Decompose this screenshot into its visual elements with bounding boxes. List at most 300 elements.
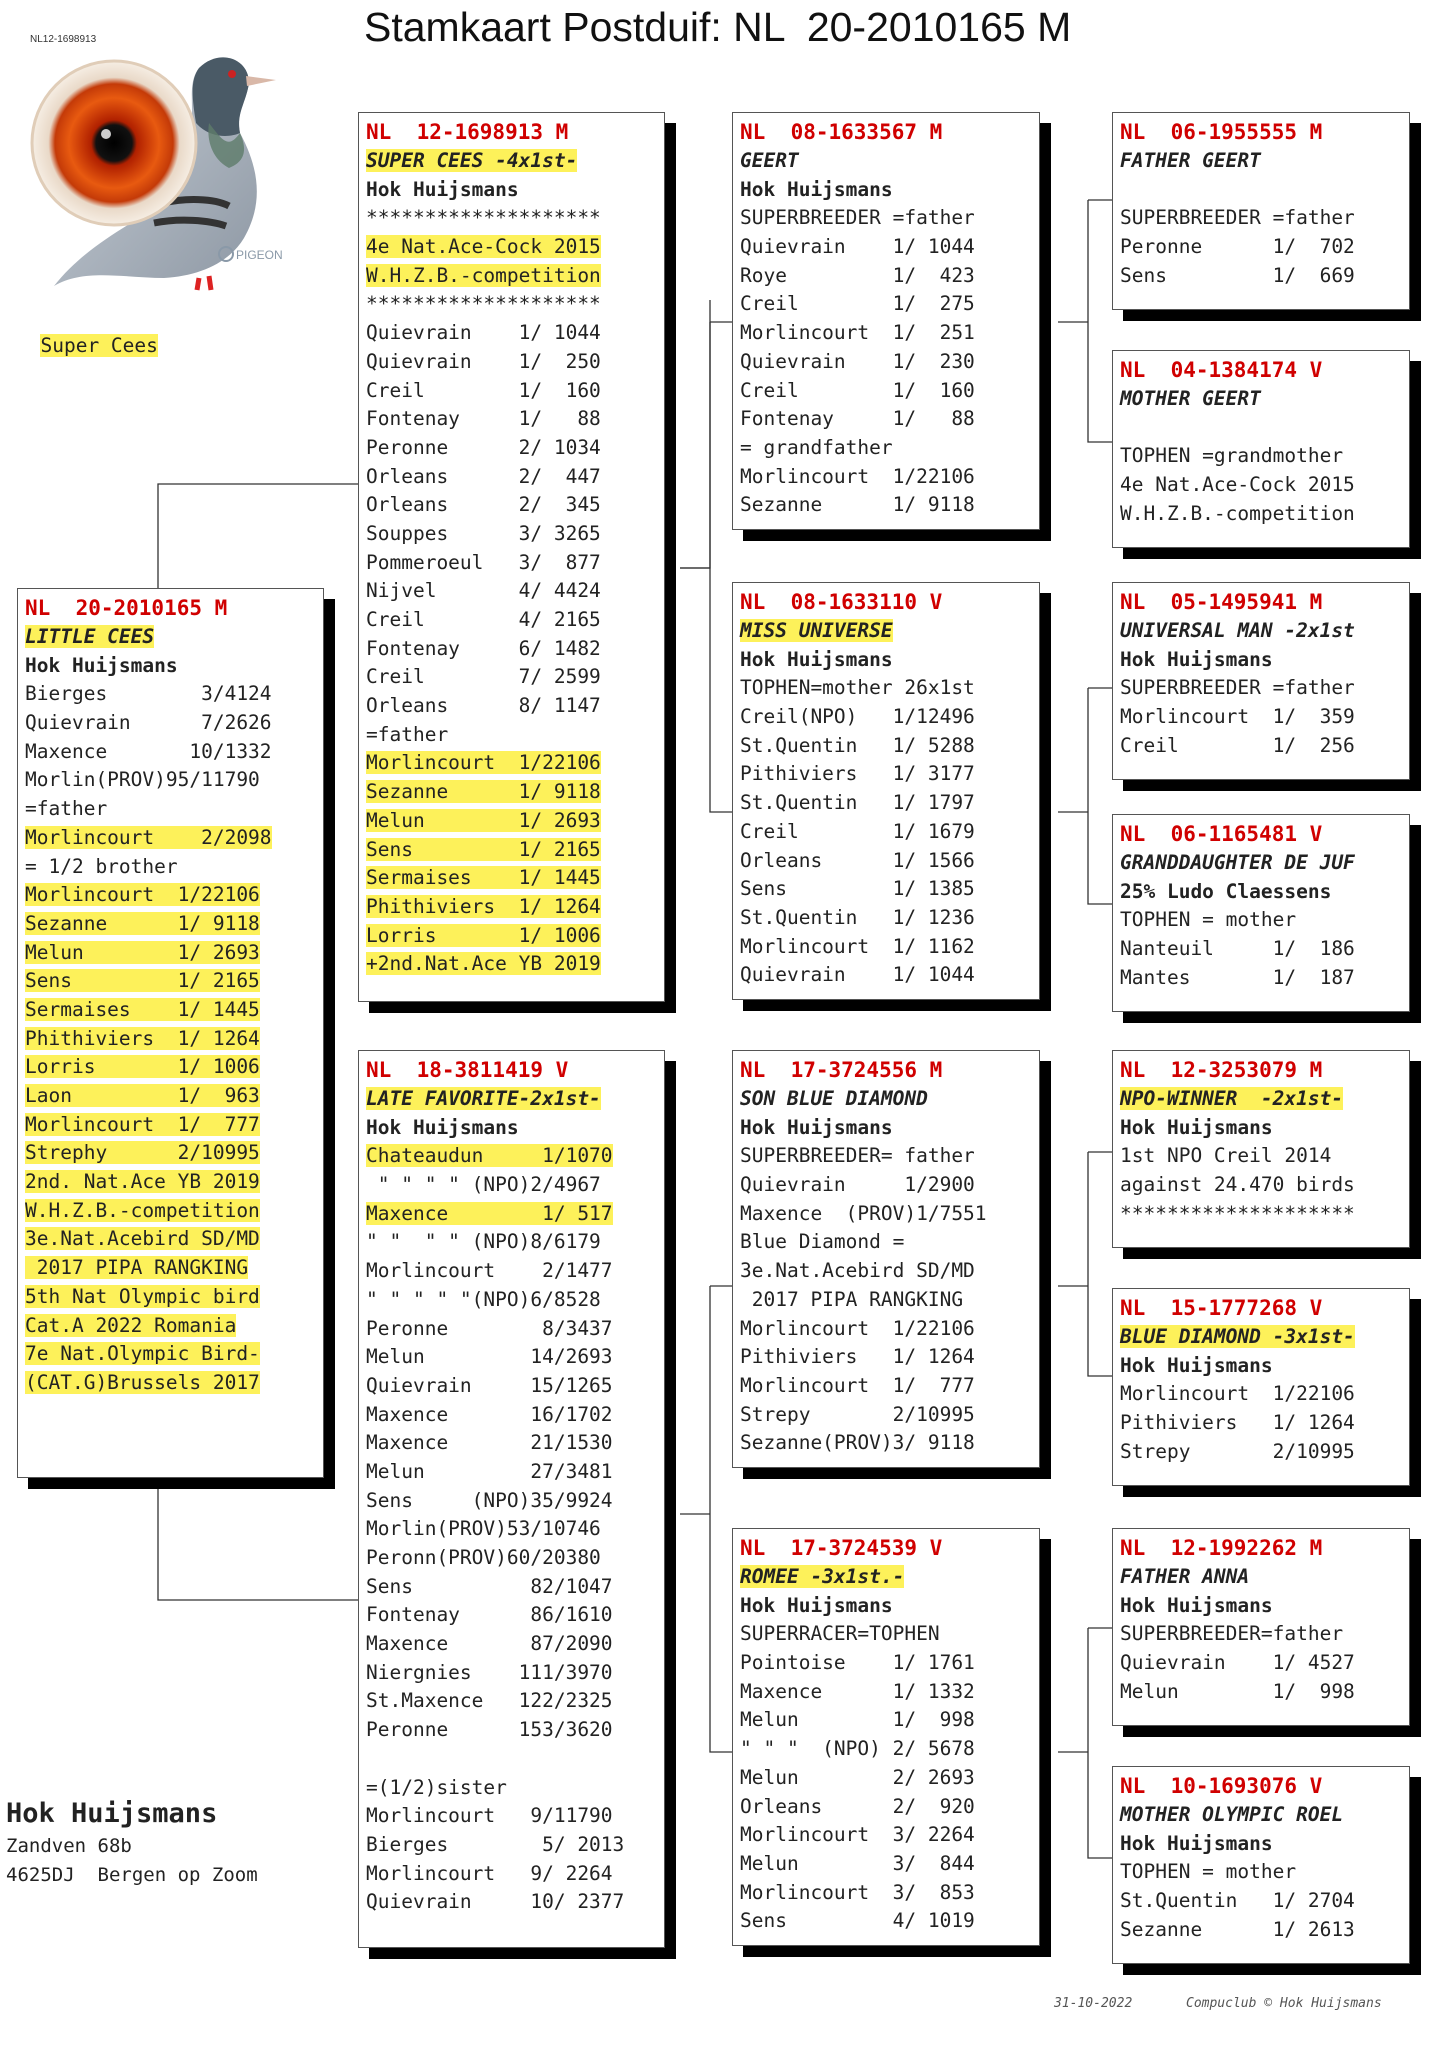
pedigree-line-text: LITTLE CEES (25, 625, 155, 648)
pedigree-line (740, 933, 1033, 962)
pedigree-line-text: 1st NPO Creil 2014 (1120, 1144, 1332, 1168)
pedigree-line-text: Creil 4/ 2165 (366, 608, 601, 631)
pedigree-line (740, 348, 1033, 377)
pedigree-line-text: LATE FAVORITE-2x1st- (366, 1087, 601, 1110)
pedigree-line-text: Sens 1/ 2165 (25, 969, 260, 993)
owner-city: 4625DJ Bergen op Zoom (6, 1864, 258, 1886)
pedigree-line-text: Maxence 1/ 517 (366, 1201, 613, 1225)
pedigree-line-text: SUPERRACER=TOPHEN (740, 1622, 940, 1646)
pedigree-line-text: Hok Huijsmans (1120, 1353, 1273, 1377)
pedigree-line (366, 1200, 658, 1229)
pedigree-line (740, 818, 1033, 847)
pedigree-line (1120, 1649, 1403, 1678)
ring-number: NL 05-1495941 M (1120, 590, 1323, 614)
pedigree-line-text: Melun 1/ 2693 (366, 808, 601, 832)
pedigree-line-text: Pommeroeul 3/ 877 (366, 550, 601, 574)
pedigree-box-dam-sire (732, 1050, 1040, 1468)
pedigree-line (25, 853, 317, 882)
pedigree-line-text: Hok Huijsmans (1120, 1593, 1273, 1617)
pedigree-line (366, 1372, 658, 1401)
pedigree-line (1120, 262, 1403, 291)
pedigree-line-text: TOPHEN = mother (1120, 1860, 1297, 1884)
pedigree-line-text: Melun 1/ 998 (740, 1708, 975, 1732)
pedigree-line-text: Quievrain 7/2626 (25, 711, 272, 735)
pedigree-line-text: Pithiviers 1/ 1264 (740, 1345, 975, 1369)
pedigree-line-text: 4e Nat.Ace-Cock 2015 (1120, 473, 1355, 497)
pedigree-line (1120, 646, 1403, 675)
pedigree-line-text: Morlincourt 1/22106 (740, 464, 975, 488)
pedigree-line-text: FATHER ANNA (1120, 1565, 1250, 1588)
pedigree-line (740, 1793, 1033, 1822)
pedigree-line (25, 824, 317, 853)
pigeon-name (366, 1085, 658, 1114)
pedigree-line (740, 1315, 1033, 1344)
pedigree-line-text: " " " " (NPO)8/6179 (366, 1230, 601, 1254)
pedigree-line (1120, 1620, 1403, 1649)
pedigree-line-text: MOTHER OLYMPIC ROEL (1120, 1803, 1344, 1826)
pedigree-line (25, 652, 317, 681)
pedigree-line-text: " " " (NPO) 2/ 5678 (740, 1737, 975, 1761)
pedigree-line (366, 1659, 658, 1688)
pedigree-line-text: Pithiviers 1/ 3177 (740, 762, 975, 786)
pedigree-line-text: GEERT (740, 149, 799, 172)
pigeon-name (740, 617, 1033, 646)
pedigree-line-text: W.H.Z.B.-competition (366, 263, 601, 287)
pedigree-line-text: Strephy 2/10995 (25, 1141, 260, 1165)
pedigree-line (740, 961, 1033, 990)
pedigree-line-text: Hok Huijsmans (25, 653, 178, 677)
pedigree-line-text: " " " " "(NPO)6/8528 (366, 1287, 601, 1311)
pedigree-line (740, 463, 1033, 492)
pedigree-line-text: Souppes 3/ 3265 (366, 521, 601, 545)
pigeon-name (1120, 617, 1403, 646)
pedigree-line (366, 405, 658, 434)
pedigree-box-dam-dam (732, 1528, 1040, 1946)
pigeon-name (1120, 385, 1403, 414)
pedigree-line (366, 463, 658, 492)
pedigree-box-ggsire-4 (1112, 1528, 1410, 1726)
ring-number: NL 08-1633567 M (740, 120, 943, 144)
pedigree-line (366, 491, 658, 520)
pedigree-line-text: Melun 3/ 844 (740, 1851, 975, 1875)
pedigree-line-text: Morlincourt 1/ 777 (740, 1373, 975, 1397)
ring-number: NL 20-2010165 M (25, 596, 228, 620)
pedigree-line-text: Melun 1/ 2693 (25, 940, 260, 964)
pedigree-line (25, 996, 317, 1025)
ring-number: NL 08-1633110 V (740, 590, 943, 614)
pedigree-line-text: " " " " (NPO)2/4967 (366, 1173, 601, 1197)
pedigree-line-text: Morlincourt 9/ 2264 (366, 1861, 613, 1885)
pedigree-line-text: SUPERBREEDER=father (1120, 1622, 1344, 1646)
pedigree-line-text: W.H.Z.B.-competition (25, 1198, 260, 1222)
pedigree-line (740, 789, 1033, 818)
pedigree-line (366, 1601, 658, 1630)
pedigree-line (25, 967, 317, 996)
pedigree-line (1120, 1438, 1403, 1467)
pedigree-line-text: Morlincourt 1/ 251 (740, 321, 975, 345)
pedigree-line-text: Hok Huijsmans (740, 1593, 893, 1617)
pedigree-line (25, 881, 317, 910)
pedigree-line-text: = grandfather (740, 435, 893, 459)
pedigree-line (1120, 1830, 1403, 1859)
pedigree-line-text: Morlin(PROV)53/10746 (366, 1517, 601, 1541)
pedigree-line-text: =father (366, 722, 449, 746)
pedigree-line-text: Maxence 10/1332 (25, 739, 272, 763)
pedigree-line-text: Peronne 8/3437 (366, 1316, 613, 1340)
pedigree-line (740, 1592, 1033, 1621)
pedigree-line-text: Maxence (PROV)1/7551 (740, 1201, 987, 1225)
pedigree-line-text: TOPHEN = mother (1120, 908, 1297, 932)
pedigree-line (366, 1171, 658, 1200)
pedigree-line-text: St.Maxence 122/2325 (366, 1689, 613, 1713)
pedigree-line (1120, 233, 1403, 262)
pedigree-line-text: Morlincourt 1/22106 (366, 751, 601, 775)
pedigree-line (366, 922, 658, 951)
pedigree-line-text: against 24.470 birds (1120, 1173, 1355, 1197)
pedigree-line (740, 1286, 1033, 1315)
pedigree-line-text: Maxence 1/ 1332 (740, 1679, 975, 1703)
pedigree-line-text: MISS UNIVERSE (740, 619, 893, 642)
pedigree-line (1120, 1200, 1403, 1229)
pedigree-line (25, 795, 317, 824)
ring-number: NL 17-3724539 V (740, 1536, 943, 1560)
pigeon-name (1120, 147, 1403, 176)
pedigree-line-text: Orleans 1/ 1566 (740, 848, 975, 872)
pedigree-line (25, 1312, 317, 1341)
pedigree-line-text: Creil 1/ 256 (1120, 733, 1355, 757)
pedigree-line (740, 1821, 1033, 1850)
pedigree-line (25, 1168, 317, 1197)
pedigree-line-text: Sens 4/ 1019 (740, 1909, 975, 1933)
pedigree-box-ggdam-4 (1112, 1766, 1410, 1964)
pedigree-line-text: Sens 1/ 2165 (366, 837, 601, 861)
pedigree-line (740, 1907, 1033, 1936)
pedigree-line (366, 1544, 658, 1573)
pedigree-line-text: Cat.A 2022 Romania (25, 1313, 237, 1337)
pedigree-line-text: Pithiviers 1/ 1264 (1120, 1411, 1355, 1435)
pedigree-line-text: Hok Huijsmans (740, 177, 893, 201)
pedigree-line-text: Orleans 2/ 447 (366, 464, 601, 488)
pedigree-line-text: Morlincourt 2/2098 (25, 825, 272, 849)
pedigree-line (1120, 442, 1403, 471)
pedigree-line (25, 1139, 317, 1168)
pedigree-line (740, 491, 1033, 520)
pedigree-line (740, 1620, 1033, 1649)
pedigree-line (1120, 964, 1403, 993)
pigeon-name (1120, 1563, 1403, 1592)
pedigree-line-text: 25% Ludo Claessens (1120, 879, 1332, 903)
pedigree-line-text: 2017 PIPA RANGKING (740, 1287, 964, 1311)
pedigree-line (366, 319, 658, 348)
pedigree-line-text: Hok Huijsmans (740, 1115, 893, 1139)
pedigree-line (740, 1142, 1033, 1171)
pedigree-line-text: +2nd.Nat.Ace YB 2019 (366, 952, 601, 976)
footer-credit: Compuclub © Hok Huijsmans (1186, 1996, 1382, 2011)
pedigree-line (25, 1340, 317, 1369)
pedigree-line (25, 910, 317, 939)
pedigree-line (1120, 1887, 1403, 1916)
ring-number: NL 04-1384174 V (1120, 358, 1323, 382)
pedigree-line-text: Maxence 16/1702 (366, 1402, 613, 1426)
pedigree-line (1120, 935, 1403, 964)
pedigree-line (1120, 471, 1403, 500)
pedigree-line-text: Creil 1/ 160 (740, 378, 975, 402)
pedigree-line (1120, 1858, 1403, 1887)
pedigree-line-text: Bierges 5/ 2013 (366, 1832, 625, 1856)
pedigree-line-text: Blue Diamond = (740, 1230, 905, 1254)
pedigree-line (740, 1401, 1033, 1430)
pedigree-line (25, 766, 317, 795)
ring-number: NL 06-1955555 M (1120, 120, 1323, 144)
pedigree-box-ggdam-2 (1112, 814, 1410, 1012)
pedigree-line-text: TOPHEN =grandmother (1120, 444, 1344, 468)
pedigree-line-text: Hok Huijsmans (366, 1115, 519, 1139)
pedigree-box-ggdam-1 (1112, 350, 1410, 548)
pedigree-line (366, 836, 658, 865)
pedigree-line-text: Melun 14/2693 (366, 1345, 613, 1369)
pedigree-line-text: Lorris 1/ 1006 (25, 1055, 260, 1079)
pedigree-line-text: SUPERBREEDER =father (1120, 676, 1355, 700)
pedigree-line (366, 262, 658, 291)
pedigree-line (740, 1678, 1033, 1707)
ring-number: NL 10-1693076 V (1120, 1774, 1323, 1798)
ring-number: NL 06-1165481 V (1120, 822, 1323, 846)
pedigree-line-text: Laon 1/ 963 (25, 1084, 260, 1107)
pigeon-name (740, 147, 1033, 176)
pigeon-name (25, 623, 317, 652)
pedigree-line (740, 1764, 1033, 1793)
pedigree-line-text: Sens 1/ 669 (1120, 263, 1355, 287)
pedigree-line (366, 1401, 658, 1430)
pedigree-box-ggsire-1 (1112, 112, 1410, 310)
pedigree-line-text: Melun 2/ 2693 (740, 1765, 975, 1789)
pedigree-line-text: Fontenay 6/ 1482 (366, 636, 601, 660)
pedigree-line-text: Morlincourt 1/22106 (1120, 1382, 1355, 1406)
page-title: Stamkaart Postduif: NL 20-2010165 M (364, 4, 1072, 50)
pedigree-line-text: SUPERBREEDER= father (740, 1144, 975, 1168)
pedigree-line (1120, 732, 1403, 761)
pedigree-line-text: 2nd. Nat.Ace YB 2019 (25, 1170, 260, 1194)
pedigree-line-text: Chateaudun 1/1070 (366, 1144, 613, 1168)
pedigree-line-text: SUPERBREEDER =father (1120, 206, 1355, 230)
pedigree-line (366, 749, 658, 778)
pedigree-line-text: Quievrain 1/ 1044 (740, 963, 975, 987)
pedigree-line-text: Roye 1/ 423 (740, 263, 975, 287)
pedigree-line (25, 709, 317, 738)
pedigree-line (1120, 906, 1403, 935)
logo-text: PIGEON (236, 248, 283, 262)
pedigree-line (1120, 1916, 1403, 1945)
pedigree-line-text: Sezanne 1/ 9118 (25, 911, 260, 935)
pedigree-line-text: NPO-WINNER -2x1st- (1120, 1087, 1344, 1110)
pedigree-line (740, 760, 1033, 789)
pedigree-line-text: Hok Huijsmans (1120, 1831, 1273, 1855)
pedigree-line-text: Orleans 2/ 345 (366, 493, 601, 517)
pedigree-line-text: ******************** (366, 292, 601, 316)
pedigree-line (1120, 1409, 1403, 1438)
pigeon-name (740, 1563, 1033, 1592)
pedigree-line (366, 348, 658, 377)
pedigree-line-text: MOTHER GEERT (1120, 387, 1261, 410)
pedigree-line (1120, 1114, 1403, 1143)
pedigree-line-text: Morlincourt 1/ 1162 (740, 934, 975, 958)
pedigree-line (25, 1025, 317, 1054)
pedigree-line-text: Sermaises 1/ 1445 (25, 997, 260, 1021)
pedigree-line-text: St.Quentin 1/ 1236 (740, 905, 975, 929)
pedigree-line (740, 646, 1033, 675)
pedigree-line (740, 1257, 1033, 1286)
pedigree-line (740, 1429, 1033, 1458)
pedigree-line (25, 1254, 317, 1283)
pedigree-line-text: Peronne 1/ 702 (1120, 235, 1355, 259)
pedigree-line (740, 1343, 1033, 1372)
pedigree-box-sire (358, 112, 665, 1002)
pedigree-line-text: Quievrain 1/ 250 (366, 349, 601, 373)
pedigree-line (25, 680, 317, 709)
pedigree-line (366, 1429, 658, 1458)
pedigree-line-text: Sezanne 1/ 2613 (1120, 1917, 1355, 1941)
pedigree-line-text: Creil 1/ 160 (366, 378, 601, 402)
pedigree-line (740, 847, 1033, 876)
pedigree-line-text: TOPHEN=mother 26x1st (740, 676, 975, 700)
photo-small-label: NL12-1698913 (30, 34, 97, 45)
pedigree-line-text: Peronne 2/ 1034 (366, 435, 601, 459)
pedigree-line (366, 1257, 658, 1286)
pedigree-line (366, 204, 658, 233)
pedigree-line (366, 807, 658, 836)
ring-number: NL 15-1777268 V (1120, 1296, 1323, 1320)
pedigree-line-text: Nanteuil 1/ 186 (1120, 937, 1355, 961)
pedigree-line-text: Sens 1/ 1385 (740, 877, 975, 901)
pedigree-line-text: Morlin(PROV)95/11790 (25, 768, 260, 792)
pigeon-name (1120, 1323, 1403, 1352)
pedigree-line (740, 1706, 1033, 1735)
pedigree-line-text: Creil 1/ 275 (740, 292, 975, 316)
pigeon-name (1120, 1085, 1403, 1114)
pedigree-line (1120, 204, 1403, 233)
ring-number: NL 17-3724556 M (740, 1058, 943, 1082)
pedigree-line-text: SUPERBREEDER =father (740, 206, 975, 230)
pedigree-line (1120, 176, 1403, 205)
pedigree-line-text: Phithiviers 1/ 1264 (366, 894, 601, 918)
pedigree-line (1120, 1592, 1403, 1621)
pedigree-line (366, 549, 658, 578)
pedigree-line (366, 290, 658, 319)
pedigree-line (366, 1802, 658, 1831)
pedigree-line (1120, 703, 1403, 732)
pedigree-line (366, 1458, 658, 1487)
pedigree-box-subject (17, 588, 324, 1478)
pedigree-line (366, 377, 658, 406)
pedigree-line-text: 2017 PIPA RANGKING (25, 1256, 249, 1280)
pedigree-line-text: ROMEE -3x1st.- (740, 1565, 905, 1588)
pedigree-line (740, 1171, 1033, 1200)
pedigree-line (740, 377, 1033, 406)
pedigree-line (366, 1888, 658, 1917)
pedigree-line-text: ******************** (366, 206, 601, 230)
pedigree-line-text: Sermaises 1/ 1445 (366, 866, 601, 890)
pedigree-line (366, 893, 658, 922)
pedigree-line-text: SON BLUE DIAMOND (740, 1087, 928, 1110)
owner-name: Hok Huijsmans (6, 1798, 218, 1829)
pedigree-line-text: Fontenay 86/1610 (366, 1603, 613, 1627)
pedigree-line-text: BLUE DIAMOND -3x1st- (1120, 1325, 1355, 1348)
pedigree-line (740, 405, 1033, 434)
pedigree-line-text: =father (25, 797, 108, 821)
pedigree-line (366, 721, 658, 750)
pedigree-line-text: Morlincourt 1/22106 (25, 883, 260, 907)
pedigree-line-text: Morlincourt 3/ 853 (740, 1880, 975, 1904)
pedigree-line-text: Niergnies 111/3970 (366, 1660, 613, 1684)
pedigree-line-text: =(1/2)sister (366, 1775, 507, 1799)
pedigree-line-text: Morlincourt 1/22106 (740, 1316, 975, 1340)
pedigree-line-text: = 1/2 brother (25, 854, 178, 878)
pedigree-line-text: Quievrain 1/ 1044 (366, 321, 601, 345)
pedigree-line-text: (CAT.G)Brussels 2017 (25, 1370, 260, 1394)
pedigree-box-sire-sire (732, 112, 1040, 530)
pedigree-line-text: Sezanne(PROV)3/ 9118 (740, 1431, 975, 1455)
pedigree-line (740, 434, 1033, 463)
pedigree-line-text: Hok Huijsmans (1120, 1115, 1273, 1139)
pedigree-line-text: Fontenay 1/ 88 (740, 407, 975, 431)
pedigree-line (366, 1630, 658, 1659)
ring-number: NL 12-1698913 M (366, 120, 569, 144)
pedigree-line-text: Sezanne 1/ 9118 (366, 780, 601, 804)
pedigree-line (366, 1831, 658, 1860)
pedigree-line (25, 1111, 317, 1140)
pedigree-line-text: Morlincourt 2/1477 (366, 1259, 613, 1283)
pigeon-name (1120, 1801, 1403, 1830)
pedigree-line (366, 692, 658, 721)
pigeon-name (366, 147, 658, 176)
pedigree-line-text: 3e.Nat.Acebird SD/MD (740, 1259, 975, 1283)
pedigree-line (25, 1197, 317, 1226)
pedigree-line (25, 1082, 317, 1111)
pedigree-line-text: Nijvel 4/ 4424 (366, 579, 601, 603)
pedigree-line-text: Morlincourt 3/ 2264 (740, 1823, 975, 1847)
pedigree-line-text: 3e.Nat.Acebird SD/MD (25, 1227, 260, 1251)
pedigree-line (366, 635, 658, 664)
pedigree-line-text: ******************** (1120, 1201, 1355, 1225)
pedigree-line-text: Hok Huijsmans (366, 177, 519, 201)
pedigree-line (366, 434, 658, 463)
pedigree-line-text: Sens (NPO)35/9924 (366, 1488, 613, 1512)
pedigree-line (366, 1745, 658, 1774)
pedigree-line (366, 1286, 658, 1315)
pedigree-line (366, 1142, 658, 1171)
pedigree-line-text: Mantes 1/ 187 (1120, 965, 1355, 989)
pedigree-line (366, 1716, 658, 1745)
pedigree-line (366, 1487, 658, 1516)
pedigree-box-dam (358, 1050, 665, 1948)
pedigree-line-text: Hok Huijsmans (740, 647, 893, 671)
ring-number: NL 18-3811419 V (366, 1058, 569, 1082)
pedigree-line (366, 663, 658, 692)
pedigree-line-text: Phithiviers 1/ 1264 (25, 1026, 260, 1050)
pedigree-line (366, 520, 658, 549)
pedigree-line-text: Lorris 1/ 1006 (366, 923, 601, 947)
pedigree-line (1120, 1380, 1403, 1409)
pedigree-line-text: St.Quentin 1/ 1797 (740, 791, 975, 815)
pedigree-line (740, 1372, 1033, 1401)
pedigree-line (740, 204, 1033, 233)
pedigree-box-sire-dam (732, 582, 1040, 1000)
pedigree-line (25, 1053, 317, 1082)
pedigree-line-text: 7e Nat.Olympic Bird- (25, 1342, 260, 1366)
pedigree-box-ggsire-2 (1112, 582, 1410, 780)
pedigree-line (25, 738, 317, 767)
pedigree-line-text: Peronn(PROV)60/20380 (366, 1546, 601, 1569)
